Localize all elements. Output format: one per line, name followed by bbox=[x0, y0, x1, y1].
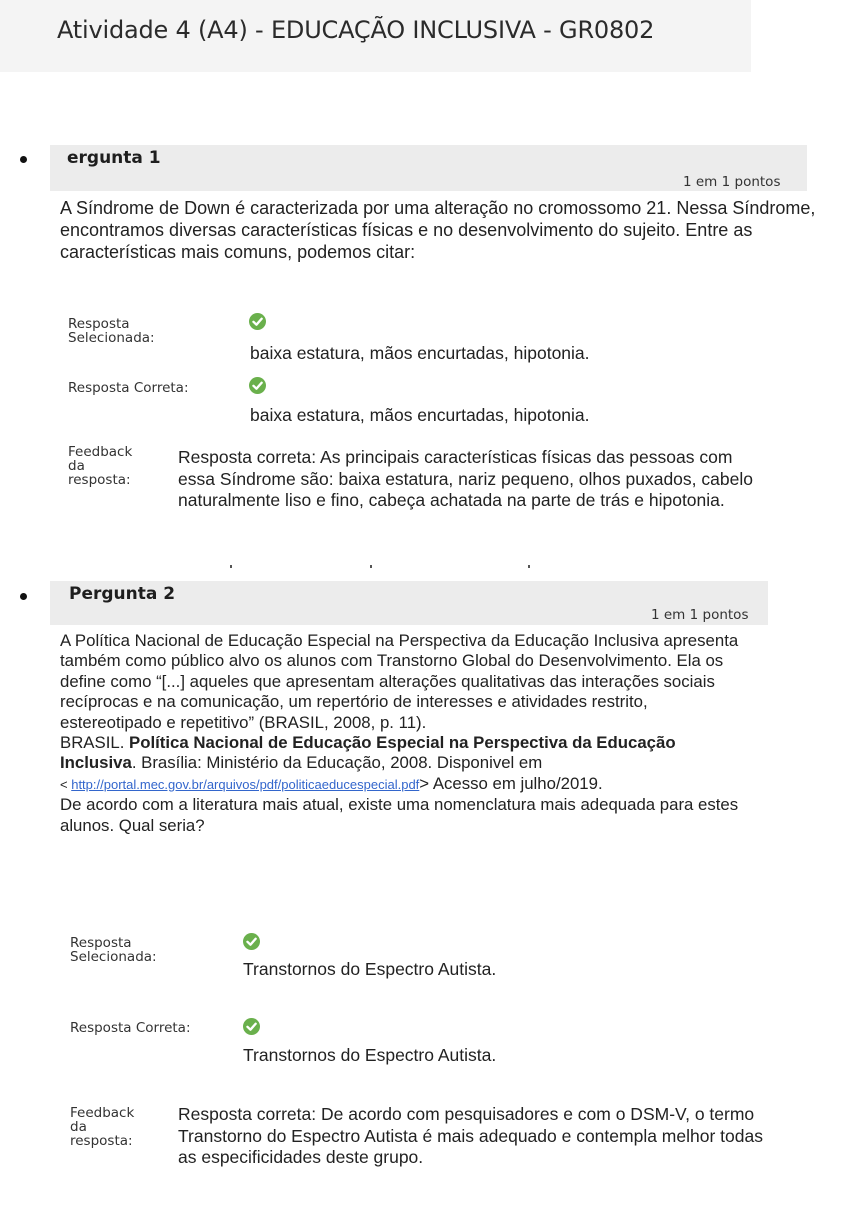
question-1-prompt: A Síndrome de Down é caracterizada por uma alteração no cromossomo 21. Nessa Síndrome, encontramos diversas características físicas e no desenvolvimento do sujeito. Entre as características mais comuns, podemos citar: bbox=[60, 198, 816, 262]
correct-answer-text: baixa estatura, mãos encurtadas, hipotonia. bbox=[250, 405, 590, 425]
reference-title: Política Nacional de Educação Especial na Perspectiva da Educação Inclusiva bbox=[60, 733, 676, 773]
selected-answer-text: Transtornos do Espectro Autista. bbox=[243, 959, 497, 979]
check-circle-icon bbox=[243, 1018, 260, 1035]
feedback-label: Feedback da resposta: bbox=[70, 1105, 135, 1149]
selected-answer-label: Resposta Selecionada: bbox=[70, 935, 157, 965]
question-1-text bbox=[60, 197, 835, 263]
selected-answer-text: baixa estatura, mãos encurtadas, hipotonia. bbox=[250, 343, 590, 363]
question-1-points: 1 em 1 pontos bbox=[683, 174, 781, 190]
selected-answer-label: Resposta Selecionada: bbox=[68, 316, 155, 346]
question-2-intro: A Política Nacional de Educação Especial na Perspectiva da Educação Inclusiva apresenta também como público alvo os alunos com Transtorno Global do Desenvolvimento. Ela os define como “[...] aqueles que apresentam alterações qualitativas das interações sociais recíprocas e na comunicação, um repertório de interesses e atividades restrito, estereotipado e repetitivo” (BRASIL, 2008, p. 11). bbox=[60, 631, 739, 732]
check-circle-icon bbox=[249, 377, 266, 394]
question-2-points: 1 em 1 pontos bbox=[651, 607, 749, 623]
question-bullet bbox=[20, 593, 27, 600]
reference-close: > Acesso em julho/2019. bbox=[419, 773, 603, 793]
question-2-title: Pergunta 2 bbox=[69, 584, 176, 604]
question-2-text bbox=[60, 631, 750, 836]
correct-answer-text: Transtornos do Espectro Autista. bbox=[243, 1045, 497, 1065]
page-title: Atividade 4 (A4) - EDUCAÇÃO INCLUSIVA - GR0802 bbox=[57, 16, 655, 44]
question-1-title: ergunta 1 bbox=[67, 148, 161, 168]
check-circle-icon bbox=[249, 313, 266, 330]
correct-answer-label: Resposta Correta: bbox=[68, 380, 189, 396]
feedback-text: Resposta correta: De acordo com pesquisadores e com o DSM-V, o termo Transtorno do Espectro Autista é mais adequado e contempla melhor todas as especificidades deste grupo. bbox=[178, 1104, 763, 1167]
correct-answer-label: Resposta Correta: bbox=[70, 1020, 191, 1036]
feedback-text: Resposta correta: As principais características físicas das pessoas com essa Síndrome são: baixa estatura, nariz pequeno, olhos puxados, cabelo naturalmente liso e fino, cabeça achatada na parte de trás e hipotonia. bbox=[178, 447, 753, 510]
question-bullet bbox=[20, 156, 27, 163]
question-2-reference bbox=[60, 733, 750, 795]
reference-suffix: . Brasília: Ministério da Educação, 2008. Disponivel em bbox=[131, 753, 543, 773]
reference-prefix: BRASIL. bbox=[60, 733, 130, 753]
clipped-marks bbox=[230, 564, 530, 568]
reference-link[interactable]: http://portal.mec.gov.br/arquivos/pdf/politicaeducespecial.pdf bbox=[71, 776, 420, 792]
feedback-label: Feedback da resposta: bbox=[68, 444, 133, 488]
clipped-text-remnant bbox=[230, 562, 530, 568]
page-title-bar bbox=[0, 0, 751, 72]
check-circle-icon bbox=[243, 933, 260, 950]
reference-open: < bbox=[60, 776, 72, 792]
question-2-prompt: De acordo com a literatura mais atual, existe uma nomenclatura mais adequada para estes alunos. Qual seria? bbox=[60, 795, 739, 835]
